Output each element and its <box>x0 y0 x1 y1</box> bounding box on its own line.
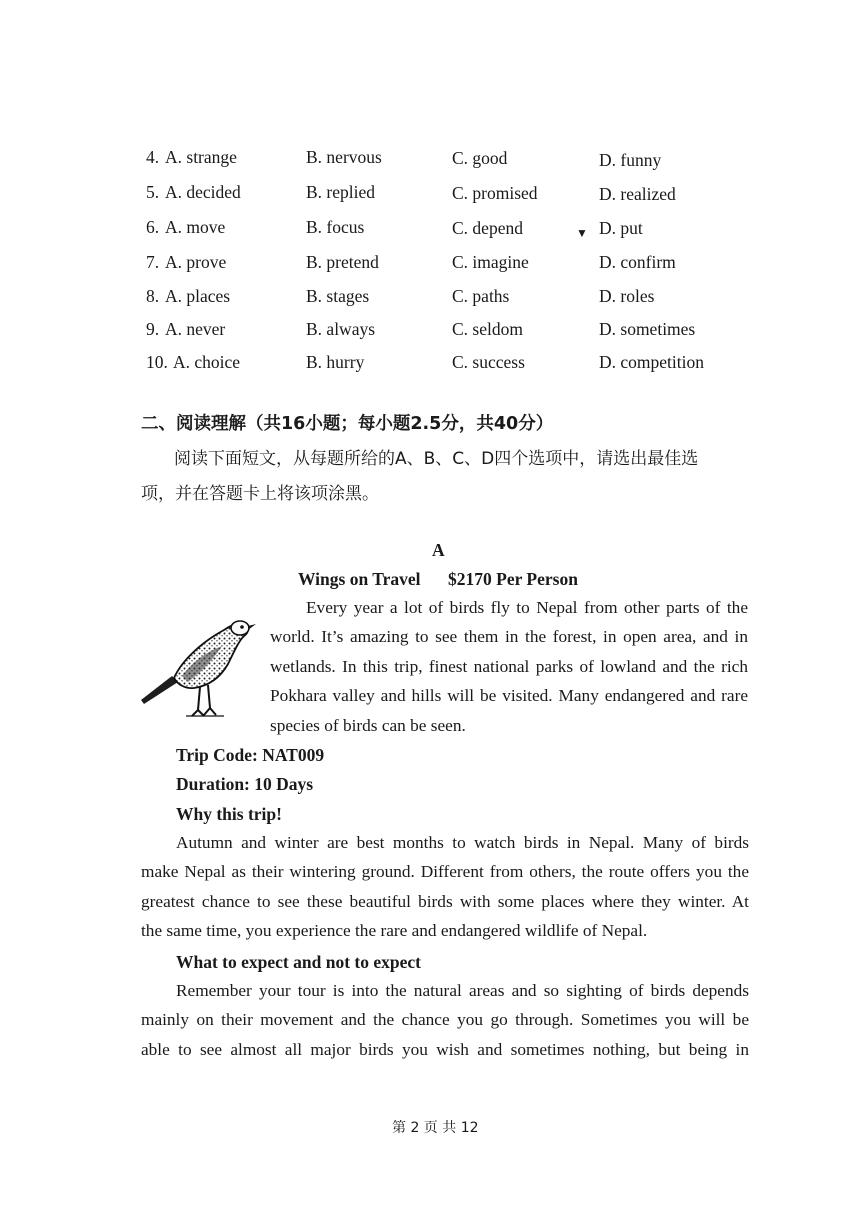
why-line: the same time, you experience the rare and endangered wildlife of Nepal. <box>141 921 648 941</box>
question-number: 6. <box>146 217 160 237</box>
question-number: 8. <box>146 286 160 306</box>
passage-label: A <box>432 540 445 560</box>
option-a: A. never <box>165 319 226 339</box>
option-c: C. depend <box>452 218 523 238</box>
option-b: B. hurry <box>306 352 365 372</box>
why-heading: Why this trip! <box>176 804 282 824</box>
expect-heading: What to expect and not to expect <box>176 952 421 972</box>
option-d: D. confirm <box>599 252 676 272</box>
instruction-line-1: 阅读下面短文，从每题所给的A、B、C、D四个选项中，请选出最佳选 <box>174 449 699 469</box>
option-a: A. move <box>165 217 226 237</box>
why-line: make Nepal as their wintering ground. Different from others, the route offers you the <box>141 862 749 882</box>
option-c: C. paths <box>452 286 510 306</box>
option-d: D. funny <box>599 150 662 170</box>
question-number: 10. <box>146 352 168 372</box>
option-b: B. stages <box>306 286 370 306</box>
option-a: A. strange <box>165 147 237 167</box>
why-line: greatest chance to see these beautiful birds with some places where they winter. At <box>141 891 749 911</box>
passage-title: Wings on Travel <box>298 569 421 589</box>
intro-line: Pokhara valley and hills will be visited. Many endangered and rare <box>270 686 748 706</box>
expect-paragraph <box>141 976 749 1064</box>
expect-line: able to see almost all major birds you wish and sometimes nothing, but being in <box>141 1039 749 1059</box>
page-footer: 第 2 页 共 12 <box>392 1120 479 1136</box>
instruction-line-2: 项，并在答题卡上将该项涂黑。 <box>141 484 379 504</box>
tick-mark-icon: ▼ <box>576 226 588 240</box>
option-b: B. replied <box>306 182 376 202</box>
question-number: 9. <box>146 319 160 339</box>
option-b: B. nervous <box>306 147 382 167</box>
intro-line: wetlands. In this trip, finest national parks of lowland and the rich <box>270 656 748 676</box>
intro-line: species of birds can be seen. <box>270 715 466 735</box>
option-d: D. sometimes <box>599 319 696 339</box>
option-a: A. prove <box>165 252 227 272</box>
intro-line: Every year a lot of birds fly to Nepal from other parts of the <box>306 598 748 617</box>
option-b: B. focus <box>306 217 365 237</box>
option-c: C. success <box>452 352 525 372</box>
option-d: D. roles <box>599 286 655 306</box>
option-d: D. realized <box>599 184 676 204</box>
intro-paragraph <box>270 593 748 740</box>
bird-illustration <box>138 612 258 724</box>
option-b: B. always <box>306 319 376 339</box>
passage-price: $2170 Per Person <box>448 569 578 589</box>
option-a: A. decided <box>165 182 241 202</box>
option-c: C. seldom <box>452 319 523 339</box>
option-b: B. pretend <box>306 252 379 272</box>
why-paragraph <box>141 828 749 946</box>
trip-duration: Duration: 10 Days <box>176 774 314 794</box>
option-d: D. put <box>599 218 643 238</box>
expect-line: mainly on their movement and the chance you go through. Sometimes you will be <box>141 1010 749 1030</box>
option-a: A. places <box>165 286 231 306</box>
option-d: D. competition <box>599 352 704 372</box>
trip-code: Trip Code: NAT009 <box>176 745 325 765</box>
why-line: Autumn and winter are best months to watch birds in Nepal. Many of birds <box>176 833 749 852</box>
option-c: C. imagine <box>452 252 529 272</box>
expect-line: Remember your tour is into the natural areas and so sighting of birds depends <box>176 981 749 1000</box>
option-a: A. choice <box>173 352 241 372</box>
question-number: 4. <box>146 147 160 167</box>
option-c: C. promised <box>452 183 538 203</box>
intro-line: world. It’s amazing to see them in the forest, in open area, and in <box>270 627 748 647</box>
question-number: 5. <box>146 182 160 202</box>
option-c: C. good <box>452 148 508 168</box>
section-heading: 二、阅读理解（共16小题；每小题2.5分，共40分） <box>141 414 554 434</box>
question-number: 7. <box>146 252 160 272</box>
